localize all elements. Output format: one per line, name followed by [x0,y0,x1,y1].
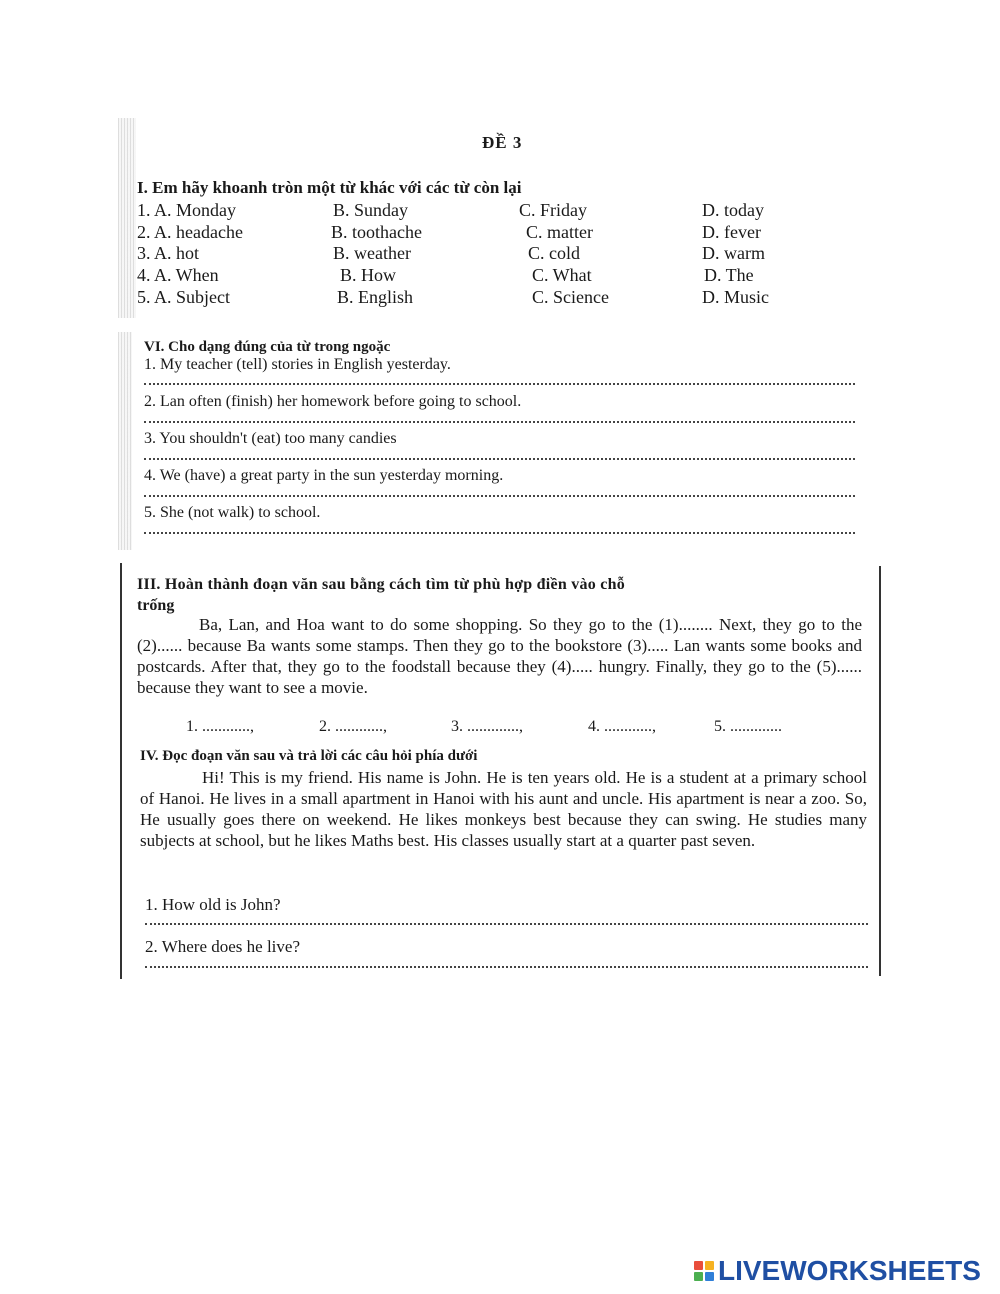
logo-text: LIVEWORKSHEETS [718,1255,981,1286]
option-d: D. fever [702,222,761,242]
option-a: 5. A. Subject [137,287,230,307]
option-b: B. Sunday [333,200,409,220]
option-b: B. How [340,265,397,285]
question: 1. My teacher (tell) stories in English yesterday. [144,356,451,373]
option-b: B. weather [333,243,411,263]
answer-line [144,495,855,497]
scan-grain-top [118,118,136,318]
option-c: C. Science [532,287,609,307]
blank: 2. ............, [319,718,387,735]
passage-text: Hi! This is my friend. His name is John. He is ten years old. He is a student at a primary school of Hanoi. He lives in a small apartment in Hanoi with his aunt and uncle. His apartment is near a zoo. So, He usually goes there on weekend. He likes monkeys best because they can swing. He studies many subjects at school, but he likes Maths best. His classes usually start at a quarter past seven. [140,768,867,850]
frame-left [120,563,122,979]
blank: 4. ............, [588,718,656,735]
section3-heading-continued: trống [137,597,175,614]
logo-square-icon [694,1261,703,1270]
logo-square-icon [705,1261,714,1270]
option-c: C. Friday [519,200,588,220]
section4-passage [140,767,867,851]
logo-square-icon [694,1272,703,1281]
scan-grain-middle [118,332,132,550]
option-a: 2. A. headache [137,222,243,242]
answer-line [144,383,855,385]
page-title: ĐỀ 3 [482,133,523,152]
option-d: D. warm [702,243,765,263]
blank: 1. ............, [186,718,254,735]
option-d: D. The [704,265,754,285]
blank: 3. ............., [451,718,523,735]
option-a: 3. A. hot [137,243,200,263]
question: 3. You shouldn't (eat) too many candies [144,430,397,447]
liveworksheets-logo [694,1256,981,1286]
question: 2. Where does he live? [145,937,300,956]
option-a: 4. A. When [137,265,219,285]
question: 4. We (have) a great party in the sun yesterday morning. [144,467,504,484]
question: 5. She (not walk) to school. [144,504,321,521]
section4-heading: IV. Đọc đoạn văn sau và trả lời các câu hỏi phía dưới [140,748,478,764]
option-c: C. What [532,265,592,285]
answer-line [144,532,855,534]
answer-line [145,923,868,925]
option-b: B. English [337,287,414,307]
option-a: 1. A. Monday [137,200,236,220]
frame-right [879,566,881,976]
logo-square-icon [705,1272,714,1281]
question: 2. Lan often (finish) her homework before going to school. [144,393,522,410]
blank: 5. ............. [714,718,782,735]
section3-heading: III. Hoàn thành đoạn văn sau bằng cách tìm từ phù hợp điền vào chỗ [137,576,625,593]
answer-line [145,966,868,968]
option-d: D. Music [702,287,769,307]
option-b: B. toothache [331,222,422,242]
section3-passage [137,614,862,698]
section2-heading: VI. Cho dạng đúng của từ trong ngoặc [144,339,391,355]
option-c: C. cold [528,243,580,263]
option-c: C. matter [526,222,593,242]
question: 1. How old is John? [145,895,281,914]
logo-mark-icon [694,1261,714,1281]
answer-line [144,421,855,423]
passage-text: Ba, Lan, and Hoa want to do some shopping. So they go to the (1)........ Next, they go to the (2)...... because Ba wants some stamps. Then they go to the bookstore (3)..... Lan wants some books and postcards. After that, they go to the foodstall because they (4)..... hungry. Finally, they go to the (5)...... because they want to see a movie. [137,615,862,697]
section1-heading: I. Em hãy khoanh tròn một từ khác với các từ còn lại [137,178,522,197]
answer-line [144,458,855,460]
option-d: D. today [702,200,764,220]
